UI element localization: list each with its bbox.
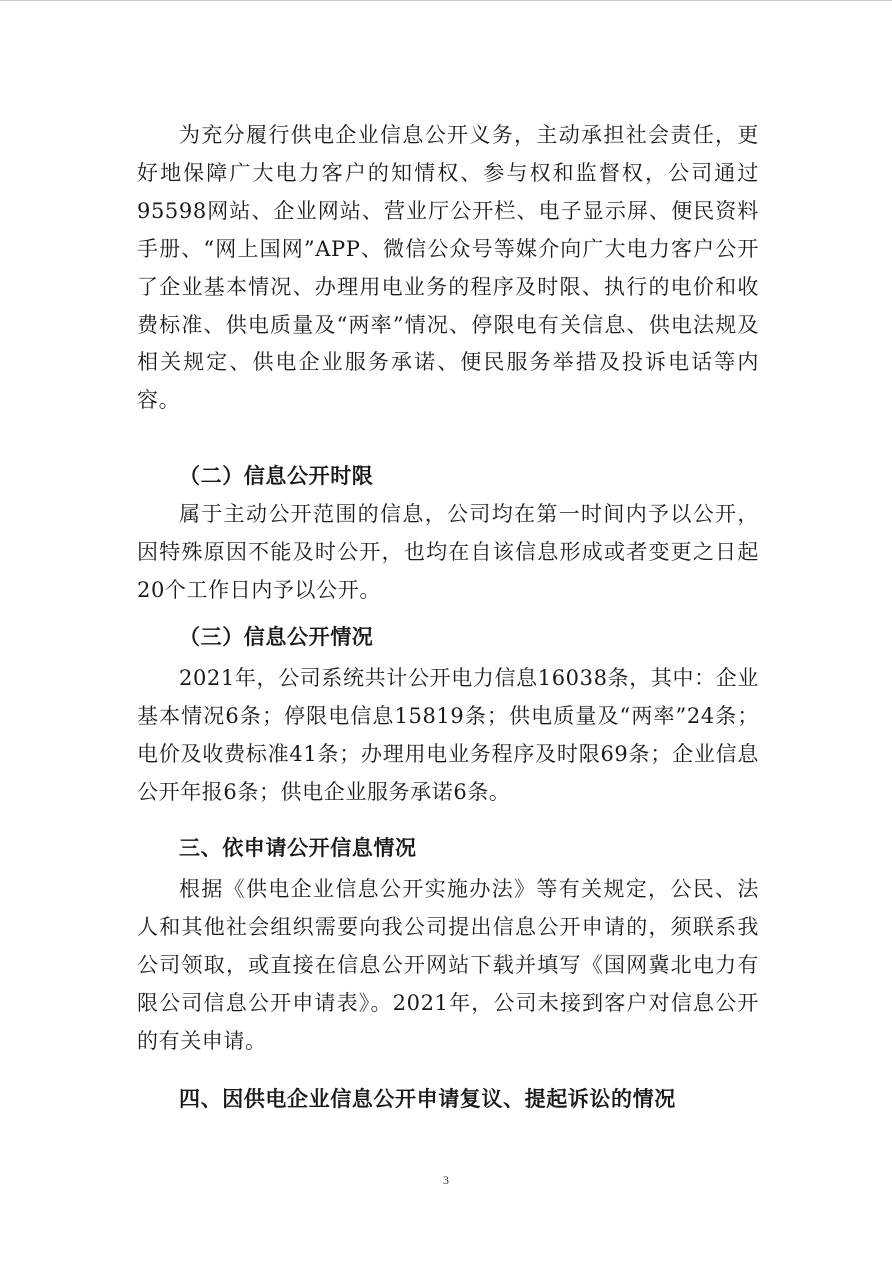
paragraph-application: 根据《供电企业信息公开实施办法》等有关规定，公民、法人和其他社会组织需要向我公司提出信息公开申请的，须联系我公司领取，或直接在信息公开网站下载并填写《国网冀北电力有限公司信息公开申请表》。2021年，公司未接到客户对信息公开的有关申请。 xyxy=(137,877,759,1053)
paragraph-disclosure-stats: 2021年，公司系统共计公开电力信息16038条，其中：企业基本情况6条；停限电信息15819条；供电质量及“两率”24条；电价及收费标准41条；办理用电业务程序及时限69条；企业信息公开年报6条；供电企业服务承诺6条。 xyxy=(137,666,759,804)
paragraph-intro: 为充分履行供电企业信息公开义务，主动承担社会责任，更好地保障广大电力客户的知情权、参与权和监督权，公司通过95598网站、企业网站、营业厅公开栏、电子显示屏、便民资料手册、“网上国网”APP、微信公众号等媒介向广大电力客户公开了企业基本情况、办理用电业务的程序及时限、执行的电价和收费标准、供电质量及“两率”情况、停限电有关信息、供电法规及相关规定、供电企业服务承诺、便民服务举措及投诉电话等内容。 xyxy=(137,123,759,413)
page-number: 3 xyxy=(443,1173,449,1187)
subheading-disclosure-status: （三）信息公开情况 xyxy=(179,625,374,649)
paragraph-time-limit: 属于主动公开范围的信息，公司均在第一时间内予以公开，因特殊原因不能及时公开，也均在自该信息形成或者变更之日起20个工作日内予以公开。 xyxy=(137,502,759,602)
section-heading-application-disclosure: 三、依申请公开信息情况 xyxy=(179,836,417,860)
subheading-disclosure-time-limit: （二）信息公开时限 xyxy=(179,464,374,488)
section-heading-review-litigation: 四、因供电企业信息公开申请复议、提起诉讼的情况 xyxy=(179,1087,676,1111)
